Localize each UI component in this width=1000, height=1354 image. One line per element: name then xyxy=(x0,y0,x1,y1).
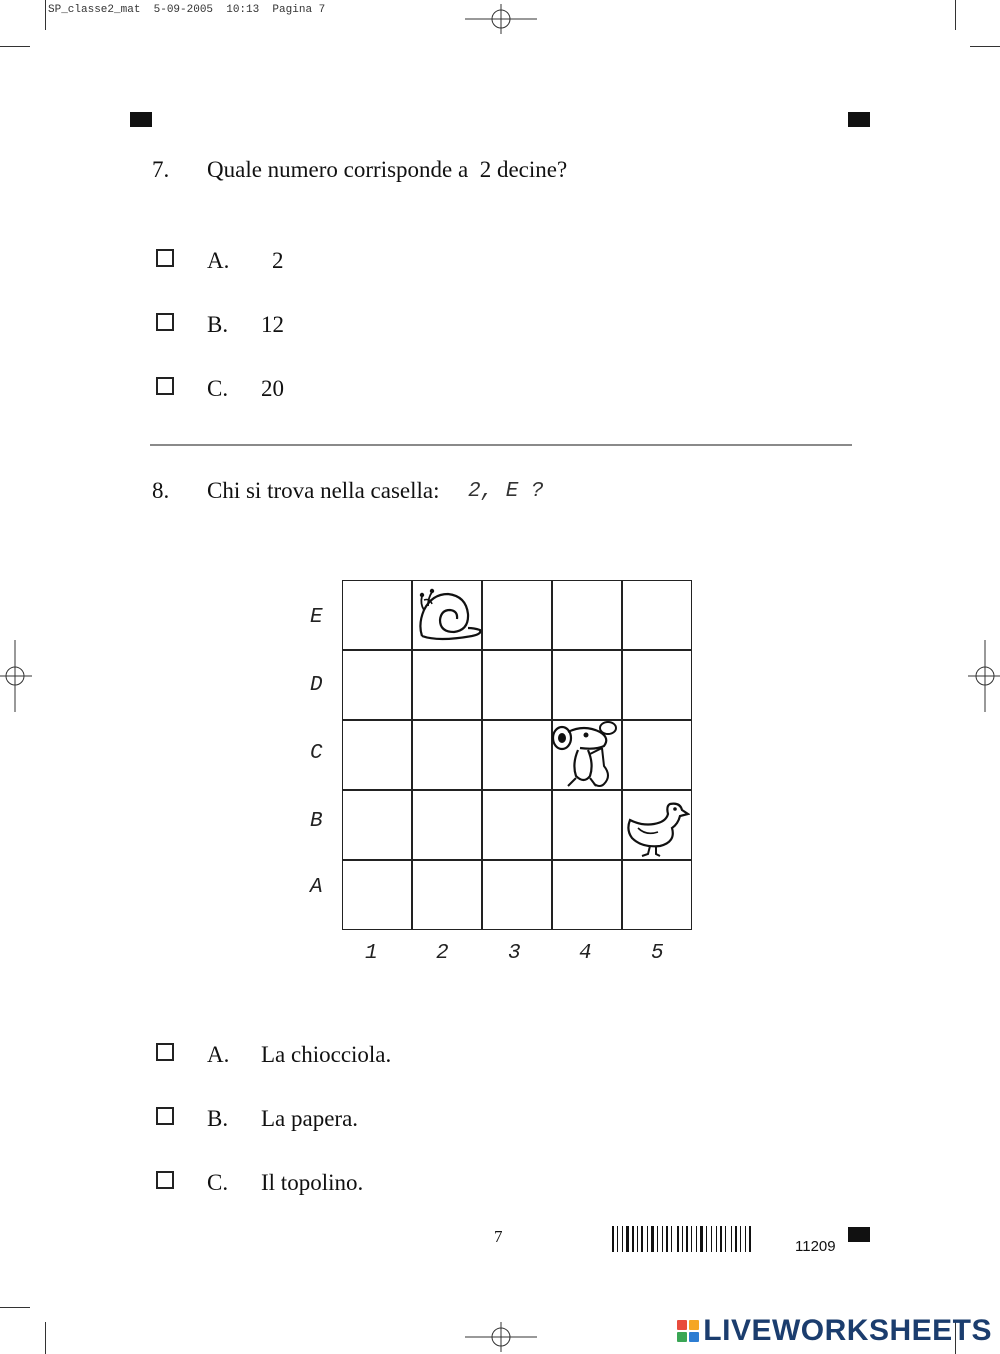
question-7-option-b-letter: B. xyxy=(207,312,229,337)
barcode-bar xyxy=(651,1226,654,1252)
question-8-option-a-checkbox[interactable] xyxy=(156,1043,174,1061)
grid-cell xyxy=(412,650,482,720)
barcode-bar xyxy=(612,1226,614,1252)
question-8-option-b-text: La papera. xyxy=(261,1106,359,1131)
row-label-e: E xyxy=(310,606,323,629)
barcode-bar xyxy=(682,1226,683,1252)
barcode-bar xyxy=(716,1226,717,1252)
grid-cell xyxy=(482,790,552,860)
question-8-option-c-letter: C. xyxy=(207,1170,229,1195)
barcode-bar xyxy=(700,1226,703,1252)
crop-mark xyxy=(955,0,956,30)
print-header: SP_classe2_mat 5-09-2005 10:13 Pagina 7 xyxy=(48,4,326,16)
crop-mark xyxy=(0,46,30,47)
grid-cell xyxy=(342,580,412,650)
barcode-bar xyxy=(686,1226,688,1252)
question-8-option-c-text: Il topolino. xyxy=(261,1170,364,1195)
column-label-4: 4 xyxy=(579,942,592,965)
grid-cell xyxy=(412,790,482,860)
barcode-bar xyxy=(626,1226,629,1252)
barcode-bar xyxy=(720,1226,722,1252)
question-8-number: 8. xyxy=(152,478,170,503)
grid-cell xyxy=(482,580,552,650)
question-7-option-c-text: 20 xyxy=(261,376,284,401)
scan-marker xyxy=(130,112,152,127)
question-8-cell-reference: 2, E ? xyxy=(468,480,544,503)
question-7-option-c-checkbox[interactable] xyxy=(156,377,174,395)
coordinate-grid xyxy=(342,580,692,930)
question-7-option-a-letter: A. xyxy=(207,248,230,273)
barcode-bar xyxy=(666,1226,668,1252)
mouse-icon xyxy=(550,720,622,792)
page-number: 7 xyxy=(494,1227,503,1246)
barcode-bar xyxy=(740,1226,741,1252)
question-7-number: 7. xyxy=(152,157,170,182)
scan-marker xyxy=(848,112,870,127)
grid-cell xyxy=(482,860,552,930)
barcode-number: 11209 xyxy=(795,1238,836,1255)
question-7-option-a-text: 2 xyxy=(272,248,284,273)
question-8-text: Chi si trova nella casella: xyxy=(207,478,440,503)
barcode-bar xyxy=(677,1226,679,1252)
barcode-bar xyxy=(641,1226,643,1252)
barcode-bar xyxy=(706,1226,707,1252)
column-label-3: 3 xyxy=(508,942,521,965)
grid-cell xyxy=(412,720,482,790)
barcode-bar xyxy=(671,1226,672,1252)
grid-cell xyxy=(622,650,692,720)
barcode-bar xyxy=(647,1226,648,1252)
registration-target-icon xyxy=(0,640,32,712)
grid-cell xyxy=(412,860,482,930)
registration-target-icon xyxy=(968,640,1000,712)
question-8-option-a-letter: A. xyxy=(207,1042,230,1067)
grid-cell xyxy=(482,650,552,720)
row-label-c: C xyxy=(310,742,323,765)
grid-cell xyxy=(482,720,552,790)
barcode-bar xyxy=(617,1226,618,1252)
crop-mark xyxy=(45,1322,46,1354)
liveworksheets-logo-text: LIVEWORKSHEETS xyxy=(703,1314,992,1347)
crop-mark xyxy=(0,1307,30,1308)
liveworksheets-logo xyxy=(677,1314,992,1348)
barcode xyxy=(612,1226,778,1252)
question-8-option-b-letter: B. xyxy=(207,1106,229,1131)
barcode-bar xyxy=(632,1226,634,1252)
question-7-option-b-text: 12 xyxy=(261,312,284,337)
snail-icon xyxy=(414,584,484,646)
row-label-b: B xyxy=(310,810,323,833)
grid-cell xyxy=(552,580,622,650)
grid-cell xyxy=(342,650,412,720)
barcode-bar xyxy=(735,1226,737,1252)
column-label-1: 1 xyxy=(365,942,378,965)
grid-cell xyxy=(622,580,692,650)
question-7-option-b-checkbox[interactable] xyxy=(156,313,174,331)
row-label-d: D xyxy=(310,674,323,697)
row-label-a: A xyxy=(310,876,323,899)
barcode-bar xyxy=(725,1226,726,1252)
barcode-bar xyxy=(731,1226,732,1252)
registration-target-icon xyxy=(465,4,537,34)
question-7-option-a-checkbox[interactable] xyxy=(156,249,174,267)
question-7-option-c-letter: C. xyxy=(207,376,229,401)
grid-cell xyxy=(342,860,412,930)
crop-mark xyxy=(45,0,46,30)
barcode-bar xyxy=(622,1226,623,1252)
question-7-text: Quale numero corrisponde a 2 decine? xyxy=(207,157,568,182)
barcode-bar xyxy=(637,1226,638,1252)
grid-cell xyxy=(342,790,412,860)
barcode-bar xyxy=(657,1226,658,1252)
grid-cell xyxy=(622,860,692,930)
barcode-bar xyxy=(696,1226,697,1252)
question-8-option-c-checkbox[interactable] xyxy=(156,1171,174,1189)
duck-icon xyxy=(624,798,690,858)
grid-cell xyxy=(552,860,622,930)
grid-cell xyxy=(552,650,622,720)
crop-mark xyxy=(970,46,1000,47)
column-label-5: 5 xyxy=(651,942,664,965)
barcode-bar xyxy=(749,1226,751,1252)
question-8-option-b-checkbox[interactable] xyxy=(156,1107,174,1125)
barcode-bar xyxy=(711,1226,712,1252)
section-divider xyxy=(150,444,852,446)
grid-cell xyxy=(552,790,622,860)
registration-target-icon xyxy=(465,1322,537,1352)
barcode-bar xyxy=(691,1226,692,1252)
question-8-option-a-text: La chiocciola. xyxy=(261,1042,392,1067)
scan-marker xyxy=(848,1227,870,1242)
liveworksheets-logo-icon xyxy=(677,1320,699,1342)
grid-cell xyxy=(342,720,412,790)
column-label-2: 2 xyxy=(436,942,449,965)
grid-cell xyxy=(622,720,692,790)
barcode-bar xyxy=(662,1226,663,1252)
barcode-bar xyxy=(745,1226,746,1252)
